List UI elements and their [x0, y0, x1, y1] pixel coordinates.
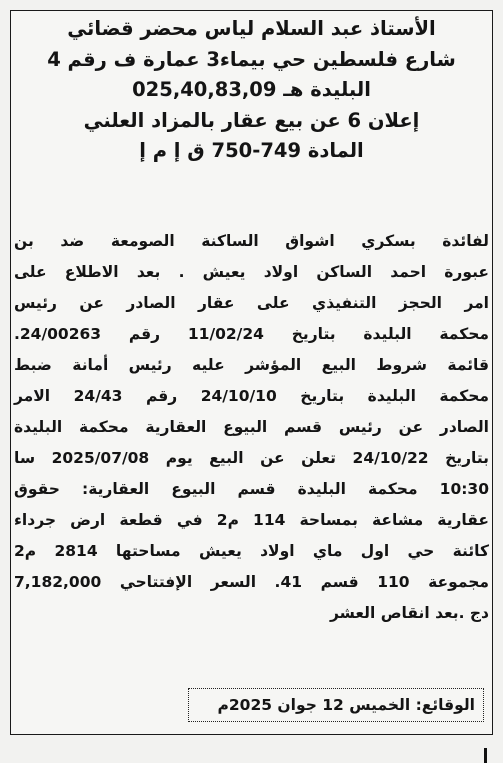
body-line: الصادر عن رئيس قسم البيوع العقارية محكمة البليدة [14, 418, 489, 436]
body-line: امر الحجز التنفيذي على عقار الصادر عن رئيس [14, 294, 489, 312]
bailiff-phone: البليدة هـ 025,40,83,09 [132, 78, 371, 101]
body-line: عقارية مشاعة بمساحة 114 م2 في قطعة ارض جرداء [14, 511, 489, 529]
bailiff-name: الأستاذ عبد السلام لياس محضر قضائي [67, 17, 436, 40]
publication-date-box [188, 688, 484, 722]
body-line: 10:30 محكمة البليدة قسم البيوع العقارية: حقوق [14, 480, 489, 498]
publication-date: الوقائع: الخميس 12 جوان 2025م [217, 696, 475, 714]
body-line: محكمة البليدة بتاريخ 11/02/24 رقم 24/00263. [14, 325, 489, 343]
body-line: لفائدة بسكري اشواق الساكنة الصومعة ضد بن [14, 232, 489, 250]
announcement-title: إعلان 6 عن بيع عقار بالمزاد العلني [83, 108, 420, 132]
body-line: عبورة احمد الساكن اولاد يعيش . بعد الاطلاع على [14, 263, 489, 281]
body-line: قائمة شروط البيع المؤشر عليه رئيس أمانة ضبط [14, 356, 489, 374]
body-line: كائنة حي اول ماي اولاد يعيش مساحتها 2814 م2 [14, 542, 489, 560]
page-edge-mark [484, 748, 487, 763]
announcement-body [14, 226, 489, 629]
body-line: دج .بعد انقاص العشر [330, 604, 489, 622]
body-line: مجموعة 110 قسم 41. السعر الإفتتاحي 7,182,000 [14, 573, 489, 591]
body-line: بتاريخ 24/10/22 تعلن عن البيع يوم 2025/07/08 سا [14, 449, 490, 467]
legal-article: المادة 749-750 ق إ م إ [139, 139, 364, 162]
body-line: محكمة البليدة بتاريخ 24/10/10 رقم 24/43 الامر [14, 387, 489, 405]
bailiff-address: شارع فلسطين حي بيماء3 عمارة ف رقم 4 [47, 47, 456, 71]
announcement-header [14, 14, 489, 167]
